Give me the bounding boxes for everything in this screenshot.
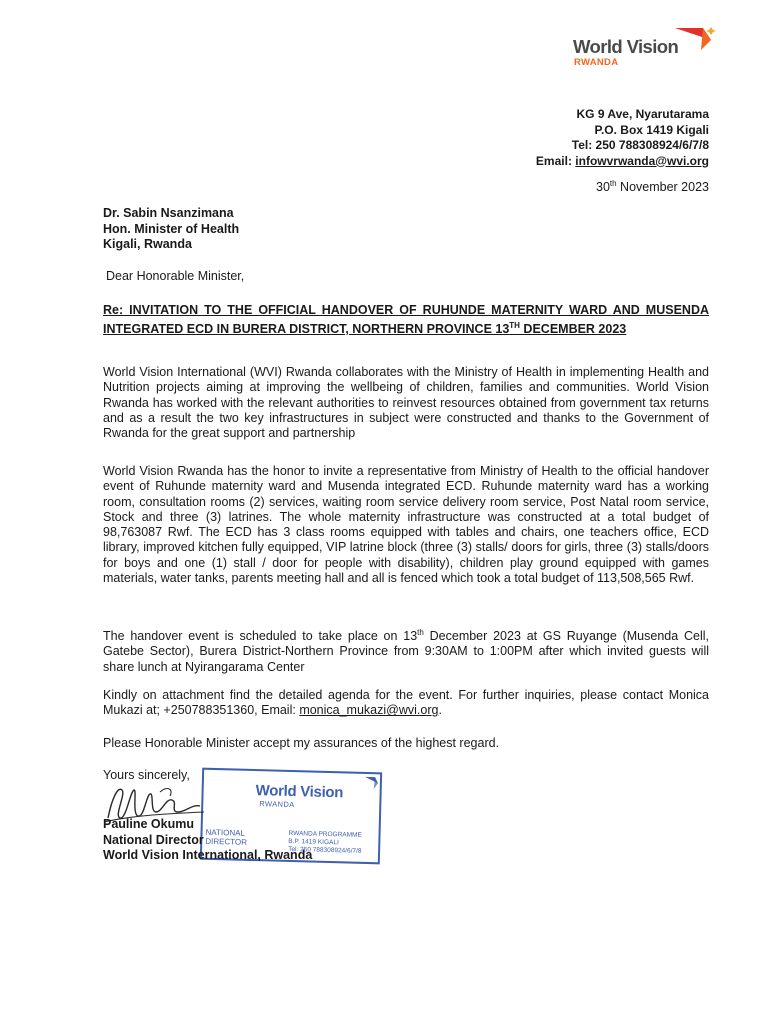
subject-rest: DECEMBER 2023 [519, 322, 627, 337]
recipient-block [103, 206, 239, 253]
contact-after: . [438, 703, 442, 718]
address-po-box: P.O. Box 1419 Kigali [594, 122, 709, 137]
paragraph-invitation: World Vision Rwanda has the honor to invite a representative from Ministry of Health to the official handover event of Ruhunde maternity ward and Musenda integrated ECD. Ruhunde maternity ward has a working room, consultation rooms (2) services, waiting room service delivery room service, Post Natal room service, Stock and three (3) latrines. The whole maternity infrastructure was constructed at a total budget of 98,763087 Rwf. The ECD has 3 class rooms equipped with tables and chairs, one teachers office, ECD library, improved kitchen fully equipped, VIP latrine block (three (3) stalls/ doors for girls, three (3) stalls/doors for boys and one (1) stall / door for people with disability), children play ground equipped with games materials, water tanks, parents meeting hall and all is fenced which took a total budget of 113,508,565 Rwf. [103, 464, 709, 586]
address-email-line [536, 154, 709, 170]
paragraph-schedule [103, 625, 709, 675]
stamp-star-icon [364, 776, 380, 790]
contact-before: Kindly on attachment find the detailed agenda for the event. For further inquiries, please contact Monica Mukazi at; +250788351360, Email: [103, 688, 709, 718]
paragraph-intro: World Vision International (WVI) Rwanda collaborates with the Ministry of Health in implementing Health and Nutrition projects aiming at improving the wellbeing of children, families and communities. World Vision Rwanda has worked with the relevant authorities to reinvest resources obtained from government tax returns and as a result the two key infrastructures in subject were constructed and thanks to the Government of Rwanda for the great support and partnership [103, 365, 709, 441]
signatory-title: National Director [103, 832, 204, 847]
subject-line [103, 303, 709, 337]
address-phone: Tel: 250 788308924/6/7/8 [571, 138, 709, 152]
logo-name: World Vision [573, 36, 679, 57]
stamp-title: World Vision [255, 782, 344, 802]
schedule-after: December 2023 at GS Ruyange (Musenda Cell, Gatebe Sector), Burera District-Northern Province from 9:30AM to 1:00PM after which invited guests will share lunch at Nyirangarama Center [103, 629, 709, 674]
contact-email-link[interactable]: monica_mukazi@wvi.org [299, 703, 439, 718]
email-label: Email: [535, 153, 576, 168]
stamp-country: RWANDA [259, 799, 295, 810]
date-rest: November 2023 [616, 180, 709, 195]
stamp-left-line2: DIRECTOR [205, 836, 248, 847]
stamp-right-line2: B.P. 1419 KIGALI [288, 837, 339, 847]
date-suffix: th [609, 179, 617, 188]
world-vision-logo [573, 26, 723, 72]
salutation: Dear Honorable Minister, [106, 269, 245, 283]
subject-text: Re: INVITATION TO THE OFFICIAL HANDOVER OF RUHUNDE MATERNITY WARD AND MUSENDA INTEGRATED ECD IN BURERA DISTRICT, NORTHERN PROVINCE 13 [103, 303, 709, 337]
paragraph-regards: Please Honorable Minister accept my assurances of the highest regard. [103, 736, 500, 750]
schedule-suffix: th [417, 628, 424, 637]
recipient-location: Kigali, Rwanda [103, 237, 192, 251]
date-day: 30 [596, 180, 610, 195]
signatory-org: World Vision International, Rwanda [103, 848, 313, 862]
stamp-left-line1: NATIONAL [205, 827, 246, 838]
signatory-name: Pauline Okumu [103, 817, 194, 831]
signatory-block [103, 817, 312, 864]
logo-country: RWANDA [574, 57, 619, 68]
letter-date [596, 179, 709, 194]
address-street: KG 9 Ave, Nyarutarama [576, 107, 709, 121]
recipient-title: Hon. Minister of Health [103, 221, 240, 236]
paragraph-contact [103, 688, 709, 719]
closing: Yours sincerely, [103, 768, 190, 782]
subject-suffix: TH [509, 321, 520, 330]
recipient-name: Dr. Sabin Nsanzimana [103, 206, 234, 220]
sender-address [536, 107, 709, 169]
sender-email-link[interactable]: infowvrwanda@wvi.org [575, 153, 709, 168]
stamp-right-line3: Tel: 250 788308924/6/7/8 [288, 845, 362, 855]
schedule-before: The handover event is scheduled to take place on 13 [103, 629, 418, 644]
world-vision-star-icon [673, 26, 717, 52]
stamp-right-line1: RWANDA PROGRAMME [288, 829, 362, 839]
